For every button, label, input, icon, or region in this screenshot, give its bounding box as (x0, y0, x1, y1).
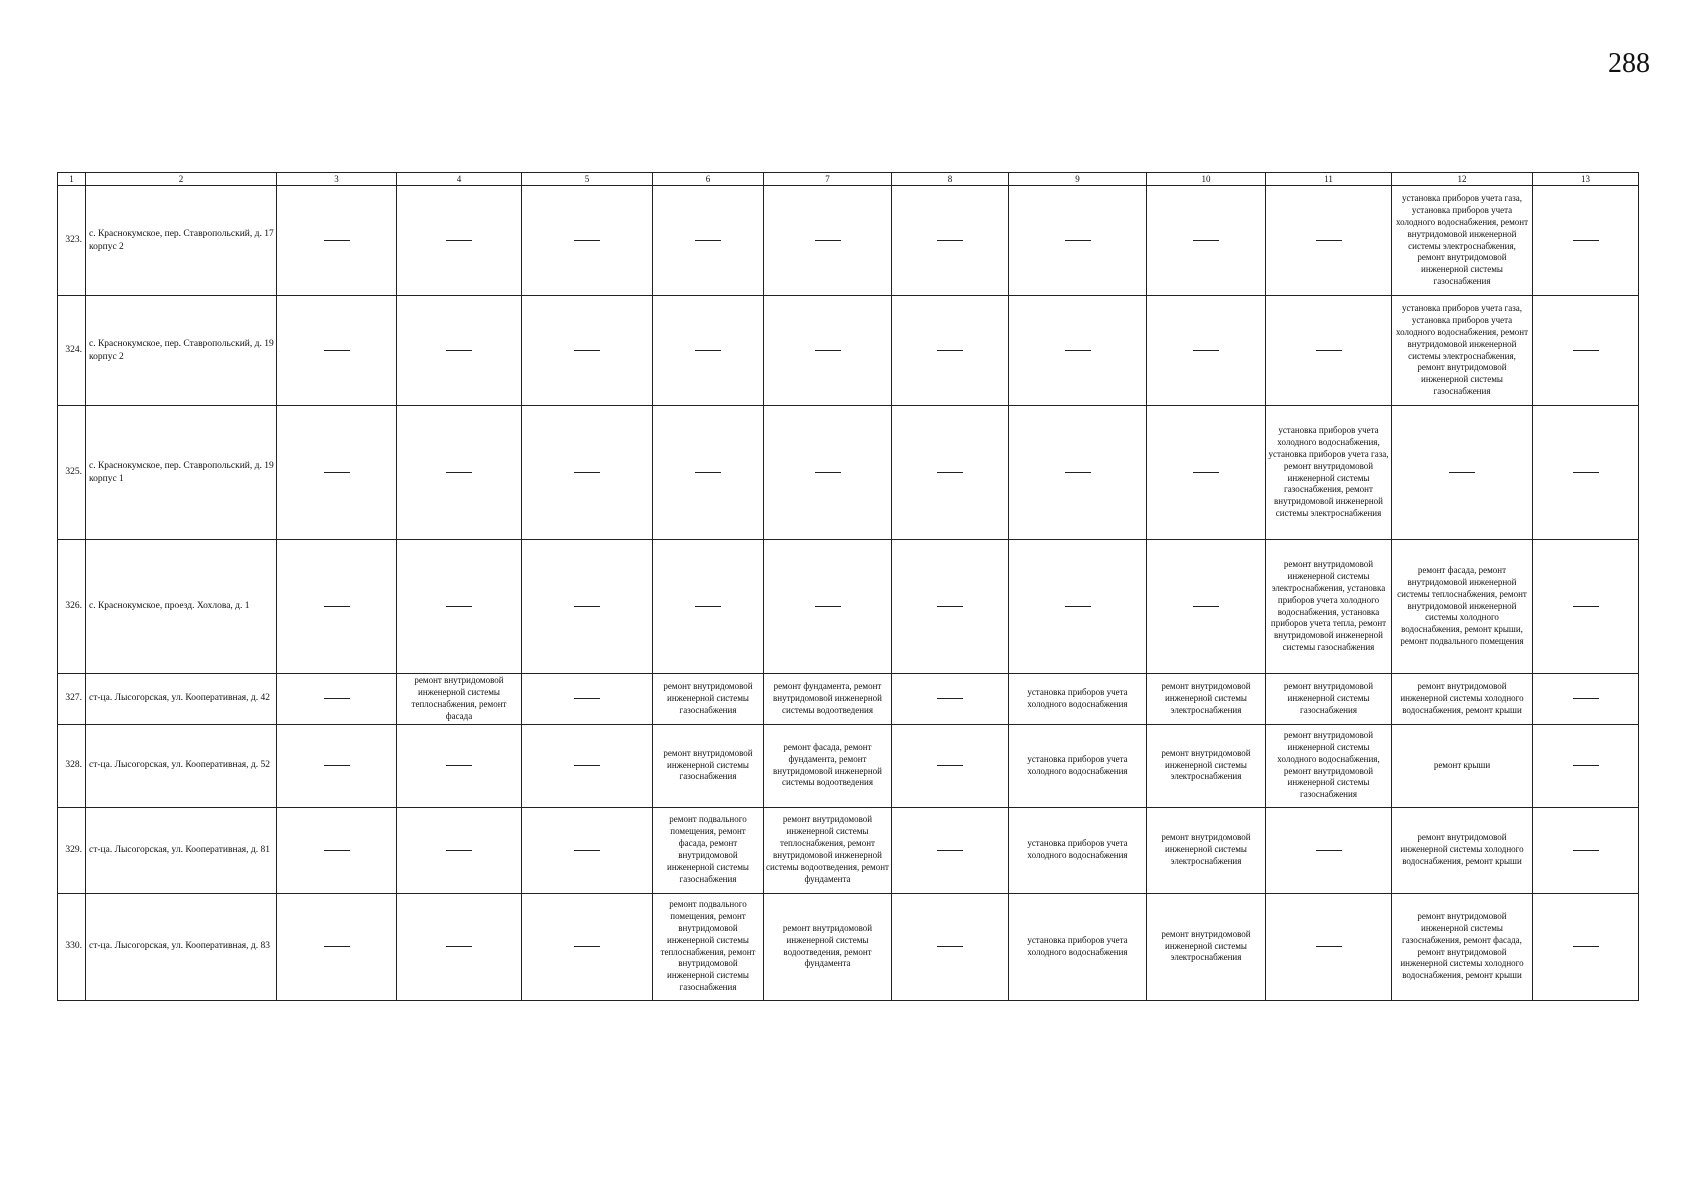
page-number: 288 (1608, 48, 1650, 79)
dash-mark (695, 240, 721, 241)
empty-cell (892, 674, 1009, 725)
dash-mark (815, 240, 841, 241)
table-row (58, 807, 1639, 893)
work-description: ремонт внутридомовой инженерной системы холодного водоснабжения, ремонт внутридомовой инженерной системы газоснабжения (1277, 729, 1380, 800)
table-row (58, 540, 1639, 674)
dash-mark (324, 240, 350, 241)
work-description: ремонт подвального помещения, ремонт фасада, ремонт внутридомовой инженерной системы газоснабжения (667, 814, 749, 884)
column-header: 9 (1009, 173, 1147, 186)
work-cell (397, 674, 522, 725)
dash-mark (574, 472, 600, 473)
empty-cell (764, 540, 892, 674)
dash-mark (937, 350, 963, 351)
dash-mark (937, 472, 963, 473)
dash-mark (574, 350, 600, 351)
dash-mark (574, 698, 600, 699)
address-cell: ст-ца. Лысогорская, ул. Кооперативная, д. 42 (86, 674, 277, 725)
empty-cell (277, 296, 397, 406)
row-number: 327. (58, 674, 86, 725)
empty-cell (1392, 406, 1533, 540)
column-header: 8 (892, 173, 1009, 186)
column-header: 4 (397, 173, 522, 186)
empty-cell (892, 296, 1009, 406)
dash-mark (695, 472, 721, 473)
work-description: установка приборов учета холодного водоснабжения (1027, 934, 1128, 957)
work-cell (653, 674, 764, 725)
dash-mark (1573, 850, 1599, 851)
work-description: установка приборов учета газа, установка приборов учета холодного водоснабжения, ремонт внутридомовой инженерной системы электроснабжения, ремонт внутридомовой инженерной системы газоснабжения (1395, 193, 1529, 287)
work-description: установка приборов учета холодного водоснабжения (1027, 686, 1128, 709)
empty-cell (1533, 186, 1639, 296)
work-cell (764, 807, 892, 893)
work-description: установка приборов учета холодного водоснабжения (1027, 753, 1128, 776)
work-description: ремонт крыши (1433, 759, 1491, 770)
empty-cell (764, 296, 892, 406)
work-cell (1266, 406, 1392, 540)
work-cell (1147, 807, 1266, 893)
empty-cell (397, 893, 522, 1000)
dash-mark (324, 765, 350, 766)
dash-mark (1449, 472, 1475, 473)
work-description: ремонт внутридомовой инженерной системы теплоснабжения, ремонт фасада (411, 675, 507, 721)
empty-cell (892, 540, 1009, 674)
empty-cell (764, 406, 892, 540)
dash-mark (324, 698, 350, 699)
work-cell (1009, 724, 1147, 807)
empty-cell (1533, 893, 1639, 1000)
empty-cell (653, 406, 764, 540)
column-header: 5 (522, 173, 653, 186)
column-header: 2 (86, 173, 277, 186)
empty-cell (892, 186, 1009, 296)
address-cell: с. Краснокумское, пер. Ставропольский, д. 17 корпус 2 (86, 186, 277, 296)
empty-cell (1533, 406, 1639, 540)
column-header: 12 (1392, 173, 1533, 186)
empty-cell (522, 674, 653, 725)
table-row (58, 724, 1639, 807)
dash-mark (937, 240, 963, 241)
empty-cell (277, 807, 397, 893)
column-header: 6 (653, 173, 764, 186)
empty-cell (892, 724, 1009, 807)
empty-cell (522, 724, 653, 807)
work-cell (653, 807, 764, 893)
work-cell (764, 724, 892, 807)
dash-mark (1316, 850, 1342, 851)
table-row (58, 674, 1639, 725)
work-description: ремонт внутридомовой инженерной системы холодного водоснабжения, ремонт крыши (1400, 680, 1524, 715)
empty-cell (522, 893, 653, 1000)
dash-mark (324, 850, 350, 851)
dash-mark (1316, 350, 1342, 351)
column-number-row (58, 173, 1639, 186)
empty-cell (522, 186, 653, 296)
empty-cell (1266, 186, 1392, 296)
empty-cell (1009, 540, 1147, 674)
empty-cell (522, 540, 653, 674)
empty-cell (1533, 807, 1639, 893)
empty-cell (397, 724, 522, 807)
empty-cell (892, 406, 1009, 540)
empty-cell (522, 296, 653, 406)
work-description: ремонт внутридомовой инженерной системы электроснабжения (1161, 680, 1251, 715)
empty-cell (1147, 296, 1266, 406)
empty-cell (397, 807, 522, 893)
dash-mark (574, 240, 600, 241)
dash-mark (937, 850, 963, 851)
empty-cell (522, 406, 653, 540)
empty-cell (397, 186, 522, 296)
address-cell: ст-ца. Лысогорская, ул. Кооперативная, д. 81 (86, 807, 277, 893)
column-header: 13 (1533, 173, 1639, 186)
column-header: 7 (764, 173, 892, 186)
column-header: 3 (277, 173, 397, 186)
work-cell (1392, 674, 1533, 725)
work-cell (764, 674, 892, 725)
empty-cell (1266, 807, 1392, 893)
work-description: установка приборов учета холодного водоснабжения (1027, 838, 1128, 860)
empty-cell (892, 807, 1009, 893)
work-description: ремонт внутридомовой инженерной системы электроснабжения (1161, 747, 1251, 782)
work-description: ремонт внутридомовой инженерной системы газоснабжения, ремонт фасада, ремонт внутридомовой инженерной системы холодного водоснабжения, ремонт крыши (1400, 910, 1524, 981)
dash-mark (695, 350, 721, 351)
dash-mark (446, 472, 472, 473)
dash-mark (446, 240, 472, 241)
repair-schedule-table (57, 172, 1639, 1001)
work-description: ремонт внутридомовой инженерной системы газоснабжения (663, 680, 753, 715)
work-description: ремонт фасада, ремонт фундамента, ремонт внутридомовой инженерной системы водоотведения (773, 741, 882, 788)
work-cell (653, 893, 764, 1000)
dash-mark (1316, 946, 1342, 947)
work-cell (1392, 186, 1533, 296)
empty-cell (1266, 893, 1392, 1000)
table-row (58, 186, 1639, 296)
dash-mark (815, 606, 841, 607)
empty-cell (1533, 540, 1639, 674)
dash-mark (446, 606, 472, 607)
empty-cell (277, 893, 397, 1000)
dash-mark (937, 765, 963, 766)
work-cell (1392, 807, 1533, 893)
empty-cell (277, 540, 397, 674)
dash-mark (1193, 240, 1219, 241)
address-cell: ст-ца. Лысогорская, ул. Кооперативная, д. 52 (86, 724, 277, 807)
dash-mark (937, 698, 963, 699)
row-number: 323. (58, 186, 86, 296)
dash-mark (324, 350, 350, 351)
address-cell: с. Краснокумское, пер. Ставропольский, д. 19 корпус 1 (86, 406, 277, 540)
work-description: ремонт внутридомовой инженерной системы газоснабжения (663, 747, 753, 782)
column-header: 10 (1147, 173, 1266, 186)
work-cell (1392, 540, 1533, 674)
empty-cell (522, 807, 653, 893)
work-cell (1392, 893, 1533, 1000)
dash-mark (1065, 350, 1091, 351)
work-description: ремонт фасада, ремонт внутридомовой инженерной системы теплоснабжения, ремонт внутридомовой инженерной системы холодного водоснабжения, ремонт крыши, ремонт подвального помещения (1397, 564, 1527, 647)
dash-mark (1573, 765, 1599, 766)
dash-mark (695, 606, 721, 607)
work-cell (1266, 674, 1392, 725)
work-description: ремонт внутридомовой инженерной системы электроснабжения, установка приборов учета холодного водоснабжения, установка приборов учета тепла, ремонт внутридомовой инженерной системы газоснабжения (1270, 559, 1387, 653)
work-cell (1147, 674, 1266, 725)
empty-cell (653, 540, 764, 674)
work-cell (1009, 674, 1147, 725)
dash-mark (446, 850, 472, 851)
empty-cell (397, 540, 522, 674)
dash-mark (574, 606, 600, 607)
row-number: 330. (58, 893, 86, 1000)
column-header: 1 (58, 173, 86, 186)
work-cell (1266, 540, 1392, 674)
empty-cell (277, 406, 397, 540)
work-description: ремонт внутридомовой инженерной системы электроснабжения (1161, 928, 1251, 963)
table-row (58, 406, 1639, 540)
empty-cell (1009, 406, 1147, 540)
address-cell: ст-ца. Лысогорская, ул. Кооперативная, д. 83 (86, 893, 277, 1000)
dash-mark (446, 946, 472, 947)
empty-cell (1009, 296, 1147, 406)
dash-mark (1573, 698, 1599, 699)
dash-mark (1316, 240, 1342, 241)
dash-mark (1065, 240, 1091, 241)
work-cell (1009, 807, 1147, 893)
row-number: 328. (58, 724, 86, 807)
table-row (58, 296, 1639, 406)
empty-cell (277, 724, 397, 807)
empty-cell (1147, 186, 1266, 296)
dash-mark (1573, 240, 1599, 241)
dash-mark (1573, 606, 1599, 607)
work-description: установка приборов учета газа, установка приборов учета холодного водоснабжения, ремонт внутридомовой инженерной системы электроснабжения, ремонт внутридомовой инженерной системы газоснабжения (1395, 303, 1529, 397)
row-number: 329. (58, 807, 86, 893)
table-row (58, 893, 1639, 1000)
empty-cell (653, 296, 764, 406)
dash-mark (1573, 472, 1599, 473)
empty-cell (1147, 540, 1266, 674)
dash-mark (1193, 350, 1219, 351)
empty-cell (397, 296, 522, 406)
work-cell (1009, 893, 1147, 1000)
work-description: установка приборов учета холодного водоснабжения, установка приборов учета газа, ремонт внутридомовой инженерной системы газоснабжения, ремонт внутридомовой инженерной системы электроснабжения (1268, 425, 1389, 519)
address-cell: с. Краснокумское, проезд. Хохлова, д. 1 (86, 540, 277, 674)
dash-mark (937, 946, 963, 947)
dash-mark (574, 946, 600, 947)
dash-mark (1065, 606, 1091, 607)
empty-cell (397, 406, 522, 540)
work-description: ремонт внутридомовой инженерной системы газоснабжения (1283, 680, 1374, 715)
work-description: ремонт внутридомовой инженерной системы теплоснабжения, ремонт внутридомовой инженерной системы водоотведения, ремонт фундамента (766, 814, 889, 884)
work-description: ремонт фундамента, ремонт внутридомовой инженерной системы водоотведения (773, 680, 882, 715)
work-cell (1147, 724, 1266, 807)
empty-cell (1533, 724, 1639, 807)
dash-mark (815, 472, 841, 473)
work-cell (1392, 724, 1533, 807)
empty-cell (653, 186, 764, 296)
dash-mark (574, 850, 600, 851)
empty-cell (764, 186, 892, 296)
work-description: ремонт внутридомовой инженерной системы водоотведения, ремонт фундамента (782, 922, 873, 969)
row-number: 325. (58, 406, 86, 540)
dash-mark (446, 765, 472, 766)
dash-mark (1193, 472, 1219, 473)
empty-cell (1147, 406, 1266, 540)
dash-mark (1573, 350, 1599, 351)
dash-mark (324, 472, 350, 473)
address-cell: с. Краснокумское, пер. Ставропольский, д. 19 корпус 2 (86, 296, 277, 406)
work-description: ремонт подвального помещения, ремонт внутридомовой инженерной системы теплоснабжения, ремонт внутридомовой инженерной системы газоснабжения (660, 899, 756, 993)
empty-cell (1266, 296, 1392, 406)
work-cell (653, 724, 764, 807)
empty-cell (1533, 674, 1639, 725)
dash-mark (1065, 472, 1091, 473)
work-cell (764, 893, 892, 1000)
empty-cell (277, 186, 397, 296)
column-header: 11 (1266, 173, 1392, 186)
work-cell (1266, 724, 1392, 807)
empty-cell (1009, 186, 1147, 296)
dash-mark (1573, 946, 1599, 947)
row-number: 324. (58, 296, 86, 406)
dash-mark (574, 765, 600, 766)
dash-mark (324, 946, 350, 947)
dash-mark (324, 606, 350, 607)
row-number: 326. (58, 540, 86, 674)
empty-cell (1533, 296, 1639, 406)
work-description: ремонт внутридомовой инженерной системы холодного водоснабжения, ремонт крыши (1400, 832, 1524, 866)
work-cell (1392, 296, 1533, 406)
work-cell (1147, 893, 1266, 1000)
dash-mark (815, 350, 841, 351)
dash-mark (1193, 606, 1219, 607)
dash-mark (937, 606, 963, 607)
work-description: ремонт внутридомовой инженерной системы электроснабжения (1161, 832, 1251, 866)
empty-cell (892, 893, 1009, 1000)
dash-mark (446, 350, 472, 351)
empty-cell (277, 674, 397, 725)
